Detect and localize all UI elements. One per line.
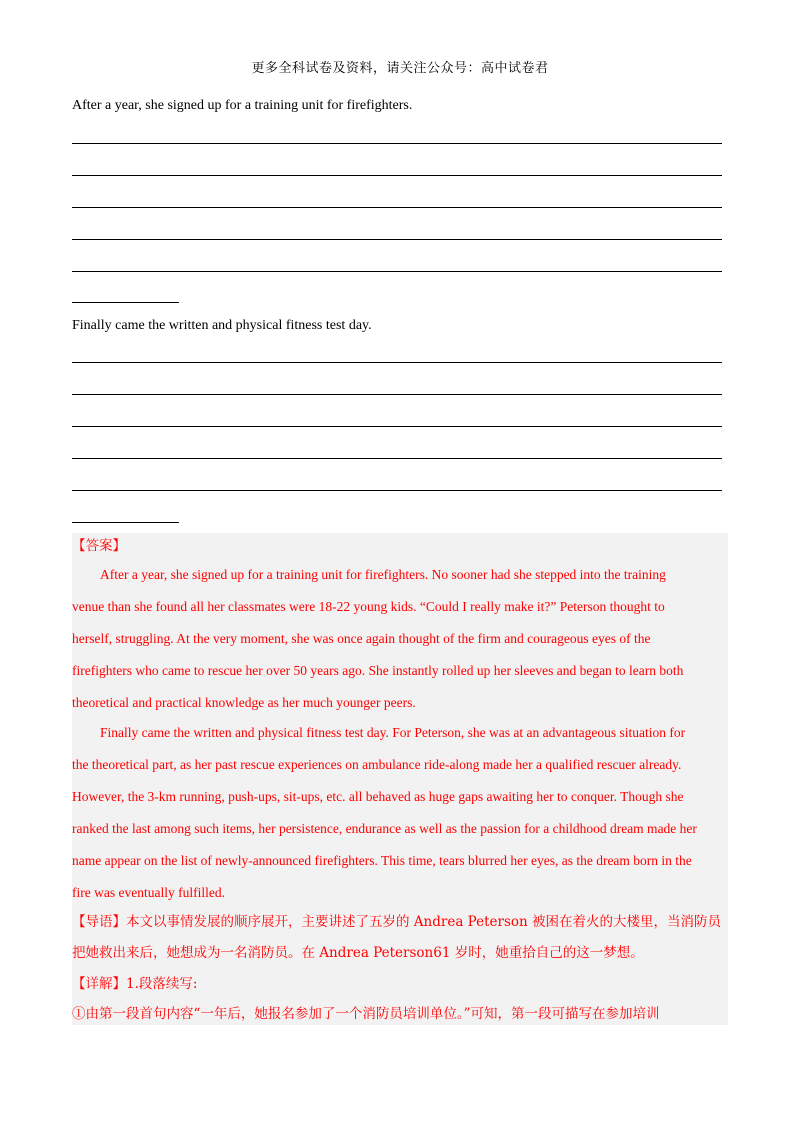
writing-line: [72, 239, 722, 240]
writing-line-short: [72, 522, 179, 523]
answer-para1-line: firefighters who came to rescue her over 50 years ago. She instantly rolled up her sleeves and began to learn both: [72, 663, 684, 678]
writing-line: [72, 362, 722, 363]
answer-para2-line: ranked the last among such items, her persistence, endurance as well as the passion for a childhood dream made her: [72, 821, 697, 836]
writing-line: [72, 394, 722, 395]
writing-line: [72, 490, 722, 491]
writing-line: [72, 143, 722, 144]
writing-line: [72, 271, 722, 272]
detail-tag: 【详解】: [72, 976, 126, 992]
guide-line-1: [72, 916, 721, 930]
writing-line: [72, 426, 722, 427]
writing-line: [72, 207, 722, 208]
answer-para2-line: Finally came the written and physical fitness test day. For Peterson, she was at an advantageous situation for: [100, 725, 686, 740]
answer-para1-line: After a year, she signed up for a training unit for firefighters. No sooner had she stepped into the training: [100, 567, 666, 582]
prompt-paragraph-2: Finally came the written and physical fitness test day.: [72, 318, 372, 333]
answer-para1-line: theoretical and practical knowledge as her much younger peers.: [72, 695, 416, 710]
answer-para1-line: herself, struggling. At the very moment, she was once again thought of the firm and courageous eyes of the: [72, 631, 651, 646]
answer-para2-line: However, the 3-km running, push-ups, sit-ups, etc. all behaved as huge gaps awaiting her to conquer. Though she: [72, 789, 684, 804]
answer-para1-line: venue than she found all her classmates were 18-22 young kids. “Could I really make it?” Peterson thought to: [72, 599, 665, 614]
answer-para2-line: fire was eventually fulfilled.: [72, 885, 225, 900]
writing-line: [72, 458, 722, 459]
answer-para2-line: name appear on the list of newly-announced firefighters. This time, tears blurred her eyes, as the dream born in the: [72, 853, 692, 868]
guide-line-2: 把她救出来后，她想成为一名消防员。在 Andrea Peterson61 岁时，她重拾自己的这一梦想。: [72, 945, 644, 961]
prompt-paragraph-1: After a year, she signed up for a training unit for firefighters.: [72, 98, 413, 113]
page-header: 更多全科试卷及资料，请关注公众号：高中试卷君: [251, 61, 549, 76]
writing-line-short: [72, 302, 179, 303]
guide-text: 本文以事情发展的顺序展开，主要讲述了五岁的 Andrea Peterson 被困在着火的大楼里，当消防员: [126, 914, 722, 930]
writing-line: [72, 175, 722, 176]
guide-tag: 【导语】: [72, 914, 126, 930]
answer-para2-line: the theoretical part, as her past rescue experiences on ambulance ride-along made her a qualified rescuer already.: [72, 757, 682, 772]
detail-heading: 1.段落续写:: [126, 976, 198, 992]
detail-line-1: ①由第一段首句内容“一年后，她报名参加了一个消防员培训单位。”可知，第一段可描写在参加培训: [72, 1006, 660, 1022]
answer-tag: 【答案】: [72, 538, 126, 554]
detail-heading-line: [72, 978, 197, 992]
